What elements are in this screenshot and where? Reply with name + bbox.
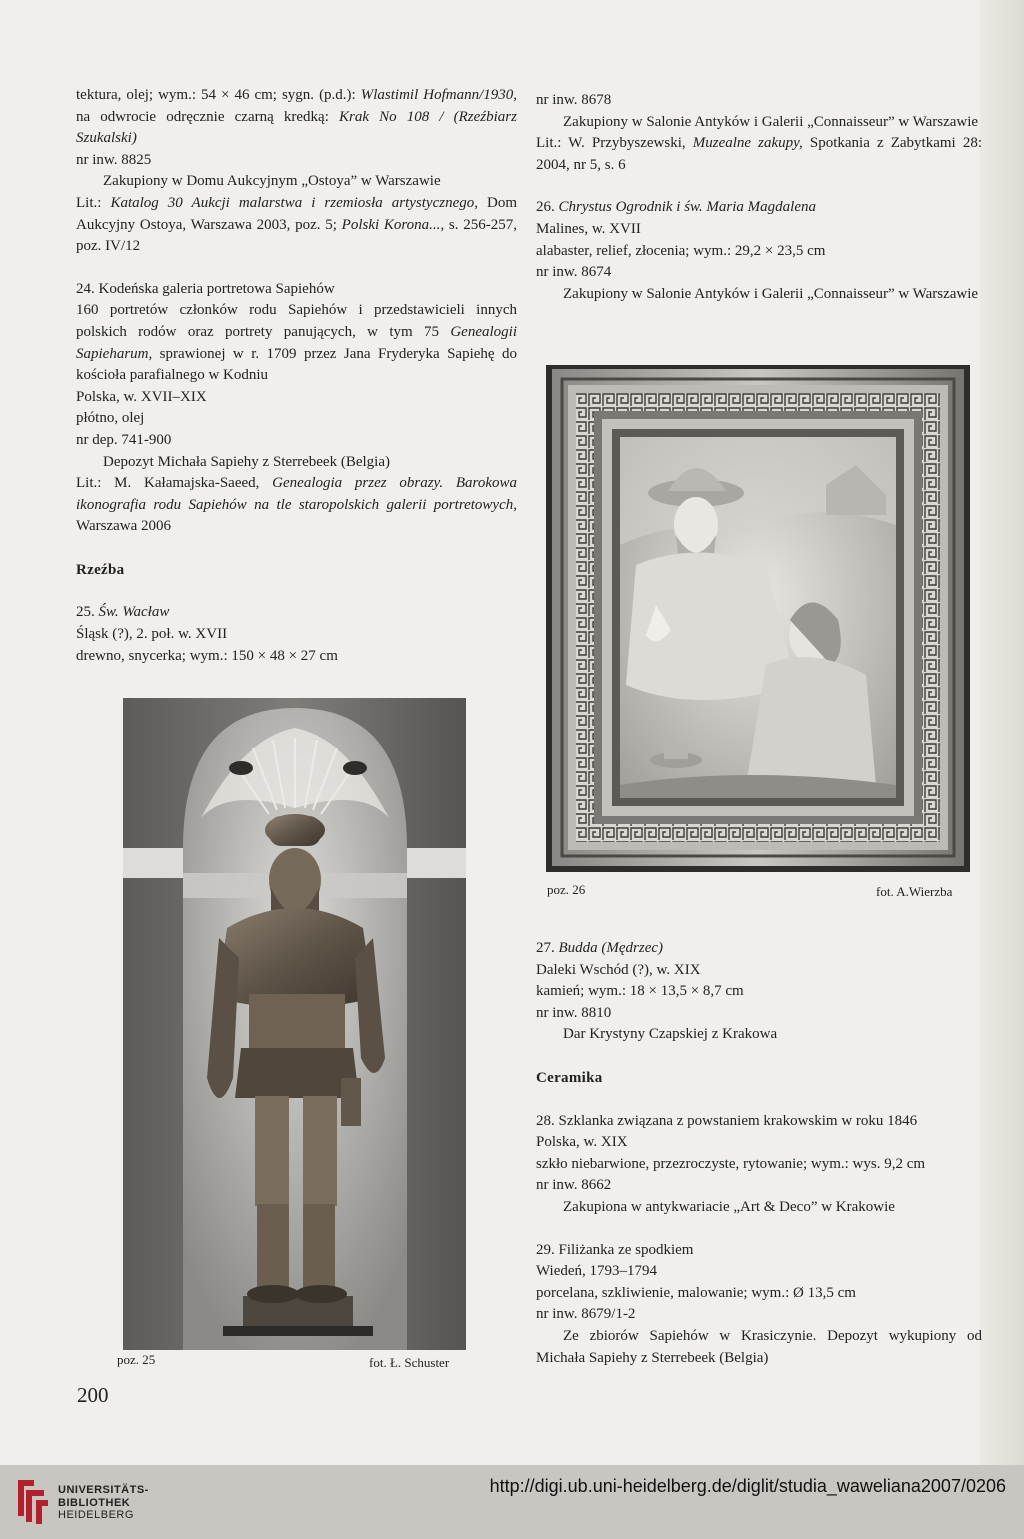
entry-23b-literature: Lit.: W. Przybyszewski, Muzealne zakupy, Spotkania z Zabytkami 28: 2004, nr 5, s. 6 bbox=[536, 135, 982, 173]
entry-24-deposit: Depozyt Michała Sapiehy z Sterrebeek (Belgia) bbox=[103, 453, 390, 470]
entry-23b-inventory: nr inw. 8678 bbox=[536, 92, 612, 108]
page-edge-shadow bbox=[980, 0, 1024, 1465]
entry-29-material: porcelana, szkliwienie, malowanie; wym.: Ø 13,5 cm bbox=[536, 1284, 856, 1301]
entry-26-material: alabaster, relief, złocenia; wym.: 29,2 × 23,5 cm bbox=[536, 242, 826, 259]
entry-29-place: Wiedeń, 1793–1794 bbox=[536, 1263, 658, 1280]
entry-28-material: szkło niebarwione, przezroczyste, rytowanie; wym.: wys. 9,2 cm bbox=[536, 1155, 926, 1172]
entry-23b-purchase: Zakupiony w Salonie Antyków i Galerii „Connaisseur” w Warszawie bbox=[563, 113, 979, 130]
relief-illustration bbox=[546, 365, 970, 872]
logo-text-line3: HEIDELBERG bbox=[58, 1509, 134, 1521]
library-logo-icon[interactable] bbox=[14, 1476, 52, 1526]
caption-26-credit: fot. A.Wierzba bbox=[876, 884, 953, 899]
entry-28-inventory: nr inw. 8662 bbox=[536, 1177, 612, 1194]
entry-23-inventory: nr inw. 8825 bbox=[76, 151, 152, 168]
entry-29-provenance: Ze zbiorów Sapiehów w Krasiczynie. Depozyt wykupiony od Michała Sapiehy z Sterrebeek (Belgia) bbox=[536, 1327, 982, 1366]
entry-27-gift: Dar Krystyny Czapskiej z Krakowa bbox=[563, 1026, 778, 1043]
entry-29-title: 29. Filiżanka ze spodkiem bbox=[536, 1241, 694, 1258]
statue-illustration bbox=[123, 698, 466, 1350]
entry-25-place: Śląsk (?), 2. poł. w. XVII bbox=[76, 626, 228, 643]
entry-26-purchase: Zakupiony w Salonie Antyków i Galerii „Connaisseur” w Warszawie bbox=[563, 285, 979, 302]
section-heading-ceramika: Ceramika bbox=[536, 1069, 603, 1086]
entry-23-purchase: Zakupiony w Domu Aukcyjnym „Ostoya” w Warszawie bbox=[103, 173, 441, 190]
entry-27-material: kamień; wym.: 18 × 13,5 × 8,7 cm bbox=[536, 983, 744, 1000]
entry-24-literature: Lit.: M. Kałamajska-Saeed, Genealogia przez obrazy. Barokowa ikonografia rodu Sapiehów na tle staropolskich galerii portretowych, Warszawa 2006 bbox=[76, 475, 517, 535]
logo-text-line2: BIBLIOTHEK bbox=[58, 1497, 131, 1509]
entry-24-description: 160 portretów członków rodu Sapiehów i przedstawicieli innych polskich rodów oraz portrety panujących, w tym 75 Genealogii Sapieharum, sprawionej w r. 1709 przez Jana Fryderyka Sapiehę do kościoła parafialnego w Kodniu bbox=[76, 302, 517, 384]
entry-24-inventory: nr dep. 741-900 bbox=[76, 431, 172, 448]
photo-alabaster-relief bbox=[546, 365, 970, 872]
source-url-link[interactable]: http://digi.ub.uni-heidelberg.de/diglit/studia_waweliana2007/0206 bbox=[489, 1476, 1006, 1496]
entry-23-literature: Lit.: Katalog 30 Aukcji malarstwa i rzemiosła artystycznego, Dom Aukcyjny Ostoya, Warszawa 2003, poz. 5; Polski Korona..., s. 256-257, poz. IV/12 bbox=[76, 194, 517, 255]
caption-26-left: poz. 26 bbox=[547, 882, 586, 897]
logo-text-line1: UNIVERSITÄTS- bbox=[58, 1484, 149, 1496]
right-column-top bbox=[536, 90, 982, 305]
entry-24-title: 24. Kodeńska galeria portretowa Sapiehów bbox=[76, 280, 335, 297]
entry-29-inventory: nr inw. 8679/1-2 bbox=[536, 1306, 636, 1323]
entry-27-place: Daleki Wschód (?), w. XIX bbox=[536, 961, 701, 978]
entry-27-title: 27. Budda (Mędrzec) bbox=[536, 940, 664, 956]
section-heading-rzezba: Rzeźba bbox=[76, 561, 125, 578]
entry-24-material: płótno, olej bbox=[76, 410, 145, 427]
left-column bbox=[76, 85, 517, 667]
entry-25-material: drewno, snycerka; wym.: 150 × 48 × 27 cm bbox=[76, 647, 338, 664]
entry-27-inventory: nr inw. 8810 bbox=[536, 1004, 612, 1021]
entry-25-title: 25. Św. Wacław bbox=[76, 604, 170, 621]
caption-25-left: poz. 25 bbox=[117, 1352, 156, 1367]
right-column-bottom bbox=[536, 938, 982, 1369]
entry-23-details: tektura, olej; wym.: 54 × 46 cm; sygn. (p.d.): Wlastimil Hofmann/1930, na odwrocie odręcznie czarną kredką: Krak No 108 / (Rzeźbiarz Szukalski) bbox=[76, 87, 517, 147]
entry-26-place: Malines, w. XVII bbox=[536, 220, 641, 237]
entry-24-place: Polska, w. XVII–XIX bbox=[76, 388, 207, 405]
entry-26-inventory: nr inw. 8674 bbox=[536, 264, 612, 281]
entry-28-place: Polska, w. XIX bbox=[536, 1134, 628, 1151]
entry-26-title: 26. Chrystus Ogrodnik i św. Maria Magdalena bbox=[536, 199, 816, 216]
page-number: 200 bbox=[77, 1383, 109, 1407]
entry-28-title: 28. Szklanka związana z powstaniem krakowskim w roku 1846 bbox=[536, 1112, 918, 1129]
entry-28-purchase: Zakupiona w antykwariacie „Art & Deco” w Krakowie bbox=[563, 1198, 895, 1215]
photo-statue-st-wenceslas bbox=[123, 698, 466, 1350]
caption-25-credit: fot. Ł. Schuster bbox=[369, 1355, 450, 1370]
